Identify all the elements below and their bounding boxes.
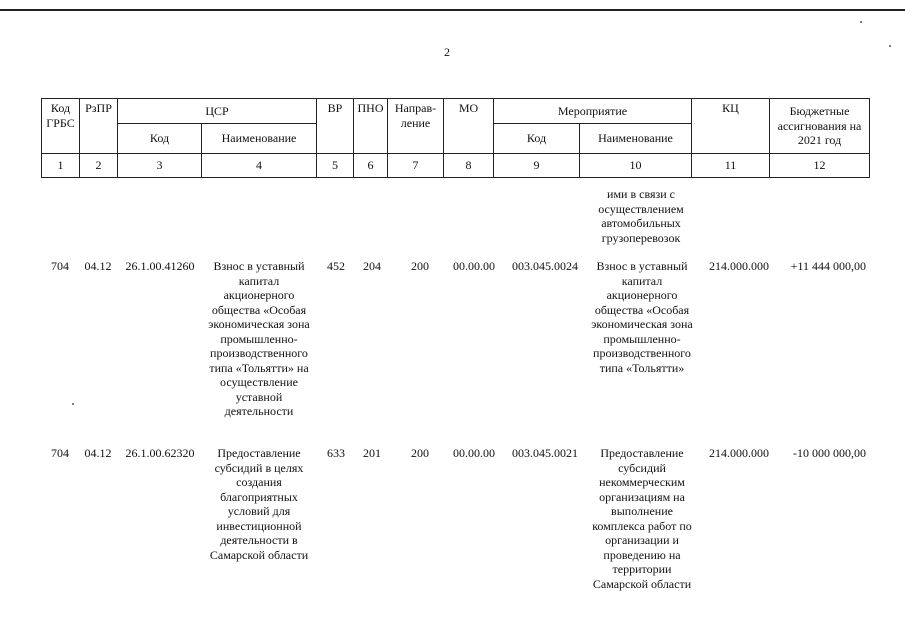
col-number: 4: [202, 154, 317, 178]
col-number: 7: [388, 154, 444, 178]
header-kc: КЦ: [692, 99, 770, 154]
cell-meropr-kod: 003.045.0021: [512, 446, 578, 460]
header-table: [41, 98, 870, 178]
cell-mo: 00.00.00: [453, 446, 495, 460]
cell-rzpr: 04.12: [84, 446, 112, 460]
cell-amount: -10 000 000,00: [793, 446, 866, 460]
header-meropr-name: Наименование: [580, 124, 692, 154]
cell-pno: 204: [363, 259, 381, 273]
cell-meropr-kod: 003.045.0024: [512, 259, 578, 273]
header-budget: Бюджетные ассигнования на 2021 год: [770, 99, 870, 154]
cell-pno: 201: [363, 446, 381, 460]
cell-napr: 200: [411, 446, 429, 460]
col-number: 12: [770, 154, 870, 178]
col-number: 1: [42, 154, 80, 178]
scan-speck: [72, 403, 74, 405]
col-number: 9: [494, 154, 580, 178]
header-mo: МО: [444, 99, 494, 154]
col-number: 2: [80, 154, 118, 178]
scan-speck: [860, 21, 862, 23]
header-vr: ВР: [317, 99, 354, 154]
cell-napr: 200: [411, 259, 429, 273]
cell-mo: 00.00.00: [453, 259, 495, 273]
cell-grbs: 704: [51, 446, 69, 460]
header-csr: ЦСР: [118, 99, 317, 124]
cell-csr-name: Предоставление субсидий в целях создания благоприятных условий для инвестиционной деятельности в Самарской области: [209, 446, 309, 562]
cell-csr-name: Взнос в уставный капитал акционерного общества «Особая экономическая зона промышленно-производственного типа «Тольятти» на осуществление уставной деятельности: [208, 259, 310, 418]
top-border-line: [0, 9, 905, 11]
cell-csr-kod: 26.1.00.41260: [125, 259, 195, 273]
col-number: 11: [692, 154, 770, 178]
header-kod-grbs: Код ГРБС: [42, 99, 80, 154]
page-number: 2: [444, 45, 450, 59]
cell-kc: 214.000.000: [709, 259, 769, 273]
header-pno: ПНО: [354, 99, 388, 154]
cell-vr: 633: [327, 446, 345, 460]
col-number: 5: [317, 154, 354, 178]
cell-meropr-name: Предоставление субсидий некоммерческим организациям на выполнение комплекса работ по организации и проведению на территории Самарской области: [592, 446, 692, 591]
header-csr-name: Наименование: [202, 124, 317, 154]
col-number: 3: [118, 154, 202, 178]
col-number: 8: [444, 154, 494, 178]
cell-meropr-name: Взнос в уставный капитал акционерного общества «Особая экономическая зона промышленно-производственного типа «Тольятти»: [591, 259, 693, 375]
cell-kc: 214.000.000: [709, 446, 769, 460]
cell-vr: 452: [327, 259, 345, 273]
header-rzpr: РзПР: [80, 99, 118, 154]
header-meropriyatie: Мероприятие: [494, 99, 692, 124]
continuation-text: ими в связи с осуществлением автомобильных грузоперевозок: [598, 187, 684, 245]
header-csr-kod: Код: [118, 124, 202, 154]
header-napr: Направ-ление: [388, 99, 444, 154]
cell-grbs: 704: [51, 259, 69, 273]
scan-speck: [889, 45, 891, 47]
cell-rzpr: 04.12: [84, 259, 112, 273]
col-number: 10: [580, 154, 692, 178]
cell-csr-kod: 26.1.00.62320: [125, 446, 195, 460]
cell-amount: +11 444 000,00: [790, 259, 866, 273]
col-number: 6: [354, 154, 388, 178]
header-meropr-kod: Код: [494, 124, 580, 154]
